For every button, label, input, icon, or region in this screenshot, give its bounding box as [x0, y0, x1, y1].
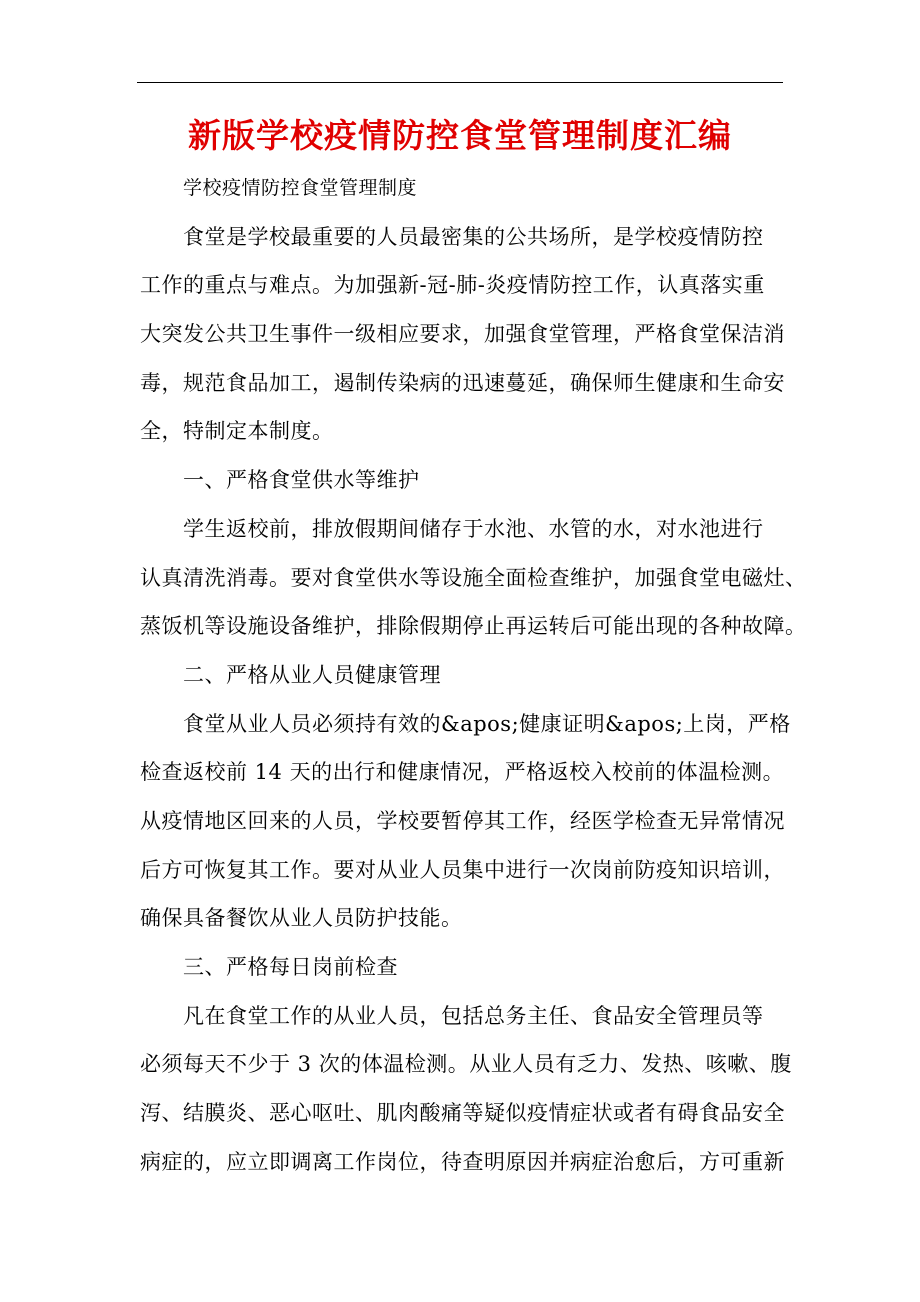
text-line: 食堂从业人员必须持有效的&apos;健康证明&apos;上岗，严格	[183, 711, 791, 736]
text-line: 一、严格食堂供水等维护	[183, 468, 420, 493]
text-line: 蒸饭机等设施设备维护，排除假期停止再运转后可能出现的各种故障。	[140, 614, 807, 639]
text-line: 毒，规范食品加工，遏制传染病的迅速蔓延，确保师生健康和生命安	[140, 370, 785, 395]
text-line: 大突发公共卫生事件一级相应要求，加强食堂管理，严格食堂保洁消	[140, 322, 785, 347]
text-line: 三、严格每日岗前检查	[183, 955, 398, 979]
text-line: 学生返校前，排放假期间储存于水池、水管的水，对水池进行	[183, 516, 764, 541]
document-subtitle: 学校疫情防控食堂管理制度	[183, 177, 418, 199]
header-rule	[137, 82, 783, 83]
text-line: 认真清洗消毒。要对食堂供水等设施全面检查维护，加强食堂电磁灶、	[140, 565, 807, 590]
text-line: 食堂是学校最重要的人员最密集的公共场所，是学校疫情防控	[183, 224, 764, 249]
text-line: 二、严格从业人员健康管理	[183, 662, 441, 687]
text-line: 凡在食堂工作的从业人员，包括总务主任、食品安全管理员等	[183, 1003, 764, 1028]
text-line: 泻、结膜炎、恶心呕吐、肌肉酸痛等疑似疫情症状或者有碍食品安全	[140, 1101, 785, 1126]
document-body	[140, 164, 807, 1186]
text-line: 检查返校前 14 天的出行和健康情况，严格返校入校前的体温检测。	[140, 760, 785, 785]
text-line: 全，特制定本制度。	[140, 419, 334, 444]
text-line: 必须每天不少于 3 次的体温检测。从业人员有乏力、发热、咳嗽、腹	[140, 1052, 792, 1077]
text-line: 从疫情地区回来的人员，学校要暂停其工作，经医学检查无异常情况	[140, 808, 785, 833]
text-line: 确保具备餐饮从业人员防护技能。	[140, 906, 463, 931]
text-line: 工作的重点与难点。为加强新-冠-肺-炎疫情防控工作，认真落实重	[140, 273, 765, 298]
text-line: 后方可恢复其工作。要对从业人员集中进行一次岗前防疫知识培训，	[140, 857, 785, 882]
text-line: 病症的，应立即调离工作岗位，待查明原因并病症治愈后，方可重新	[140, 1149, 785, 1174]
document-title: 新版学校疫情防控食堂管理制度汇编	[188, 116, 732, 155]
